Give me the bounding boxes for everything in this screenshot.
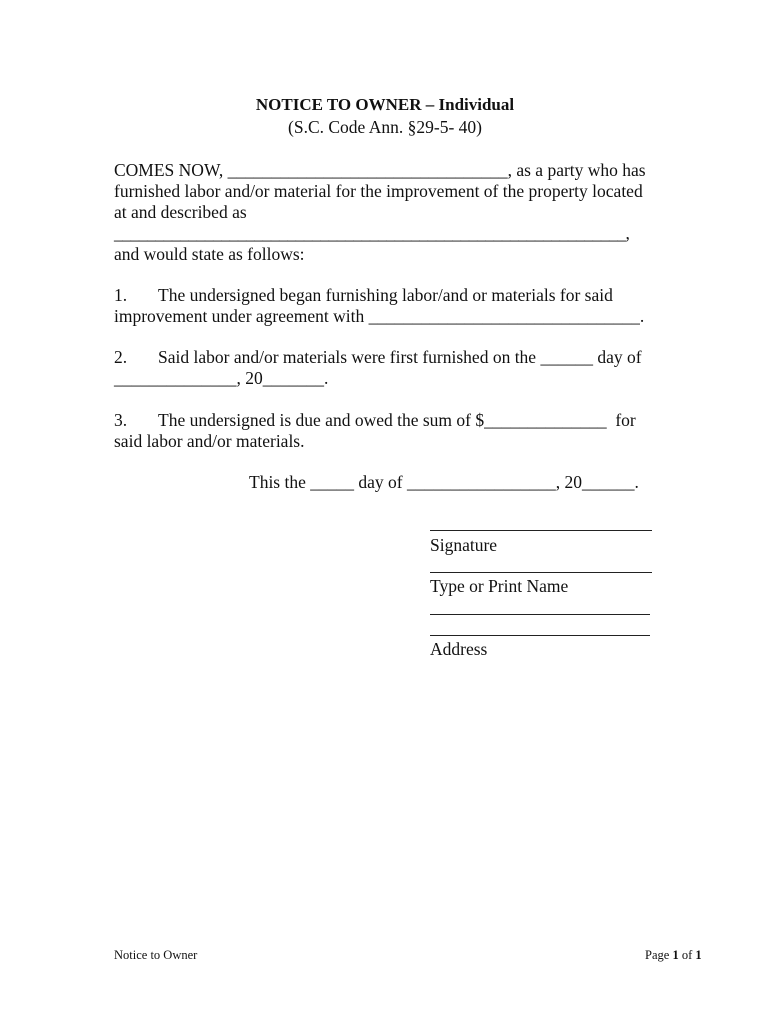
item-3-text: The undersigned is due and owed the sum of $______________ for bbox=[158, 410, 636, 430]
state-follows-line: and would state as follows: bbox=[114, 244, 305, 264]
page-current: 1 bbox=[672, 948, 679, 962]
item-3-number: 3. bbox=[114, 410, 128, 430]
item-1-number: 1. bbox=[114, 285, 128, 305]
footer-page-number bbox=[645, 948, 702, 963]
page-of: of bbox=[678, 948, 696, 962]
item-2-number: 2. bbox=[114, 347, 128, 367]
signature-rule bbox=[430, 530, 652, 531]
signature-label: Signature bbox=[430, 535, 498, 555]
item-2-text: Said labor and/or materials were first furnished on the ______ day of bbox=[158, 347, 642, 367]
address-rule-1 bbox=[430, 614, 650, 615]
page-prefix: Page bbox=[645, 948, 673, 962]
item-1-text-continued: improvement under agreement with _______________________________. bbox=[114, 306, 645, 326]
comes-now-line: COMES NOW, ________________________________, as a party who has bbox=[114, 160, 646, 180]
statute-citation: (S.C. Code Ann. §29-5- 40) bbox=[288, 117, 482, 137]
address-rule-2 bbox=[430, 635, 650, 636]
item-3-text-continued: said labor and/or materials. bbox=[114, 431, 305, 451]
property-blank-line: ______________________________________________________________, bbox=[114, 223, 630, 243]
date-line: This the _____ day of _________________, 20______. bbox=[249, 472, 639, 492]
page-total: 1 bbox=[695, 948, 702, 962]
print-name-rule bbox=[430, 572, 652, 573]
item-1-text: The undersigned began furnishing labor/and or materials for said bbox=[158, 285, 613, 305]
document-title: NOTICE TO OWNER – Individual bbox=[255, 95, 515, 114]
described-line: at and described as bbox=[114, 202, 247, 222]
furnished-line: furnished labor and/or material for the improvement of the property located bbox=[114, 181, 643, 201]
footer-form-name: Notice to Owner bbox=[114, 948, 198, 962]
address-label: Address bbox=[430, 639, 488, 659]
item-2-text-continued: ______________, 20_______. bbox=[114, 368, 329, 388]
print-name-label: Type or Print Name bbox=[430, 576, 569, 596]
